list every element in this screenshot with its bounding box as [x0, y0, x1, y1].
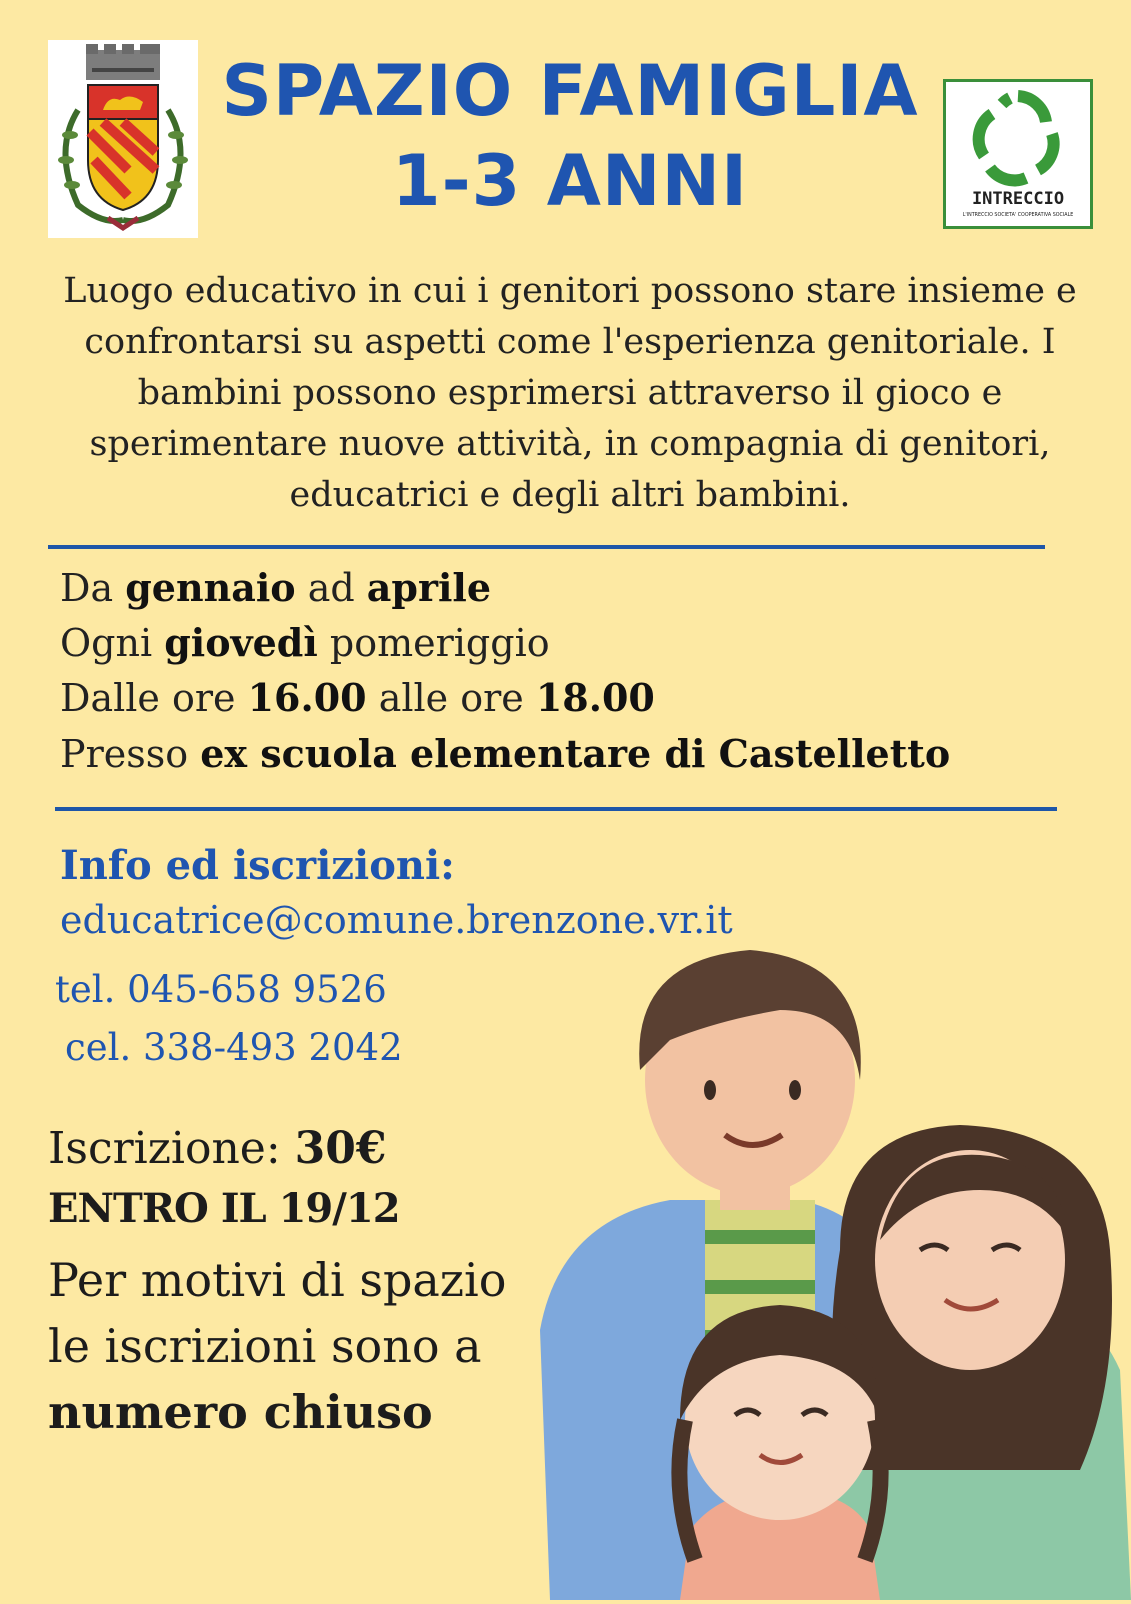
schedule-months: Da gennaio ad aprile — [60, 565, 492, 610]
divider — [48, 545, 1045, 549]
family-icon — [520, 950, 1131, 1600]
registration-fee: Iscrizione: 30€ — [48, 1123, 387, 1174]
contacts-heading: Info ed iscrizioni: — [60, 842, 455, 889]
schedule-location: Presso ex scuola elementare di Castelletto — [60, 731, 951, 776]
schedule-hours: Dalle ore 16.00 alle ore 18.00 — [60, 675, 655, 720]
divider — [55, 807, 1057, 811]
registration-deadline: ENTRO IL 19/12 — [48, 1185, 400, 1232]
municipal-crest — [48, 40, 198, 238]
limited-places-note: Per motivi di spazio le iscrizioni sono a numero chiuso — [48, 1253, 507, 1439]
family-illustration — [520, 950, 1131, 1600]
intro-paragraph: Luogo educativo in cui i genitori possono stare insieme e confrontarsi su aspetti come l'esperienza genitoriale. I bambini possono esprimersi attraverso il gioco e sperimentare nuove attività, in compagnia di genitori, educatrici e degli altri bambini. — [63, 271, 1077, 515]
page-title: SPAZIO FAMIGLIA — [221, 50, 919, 132]
contact-phone[interactable]: tel. 045-658 9526 — [55, 968, 387, 1011]
contact-mobile[interactable]: cel. 338-493 2042 — [65, 1026, 403, 1069]
contact-email[interactable]: educatrice@comune.brenzone.vr.it — [60, 898, 733, 942]
schedule-day: Ogni giovedì pomeriggio — [60, 620, 550, 665]
page-subtitle-age: 1-3 ANNI — [391, 140, 749, 222]
crest-icon — [48, 40, 198, 238]
partner-logo-subtext: L'INTRECCIO SOCIETA' COOPERATIVA SOCIALE — [962, 213, 1074, 218]
intreccio-logo-icon — [946, 82, 1090, 226]
partner-logo-text: INTRECCIO — [971, 189, 1065, 209]
partner-logo — [943, 79, 1093, 229]
